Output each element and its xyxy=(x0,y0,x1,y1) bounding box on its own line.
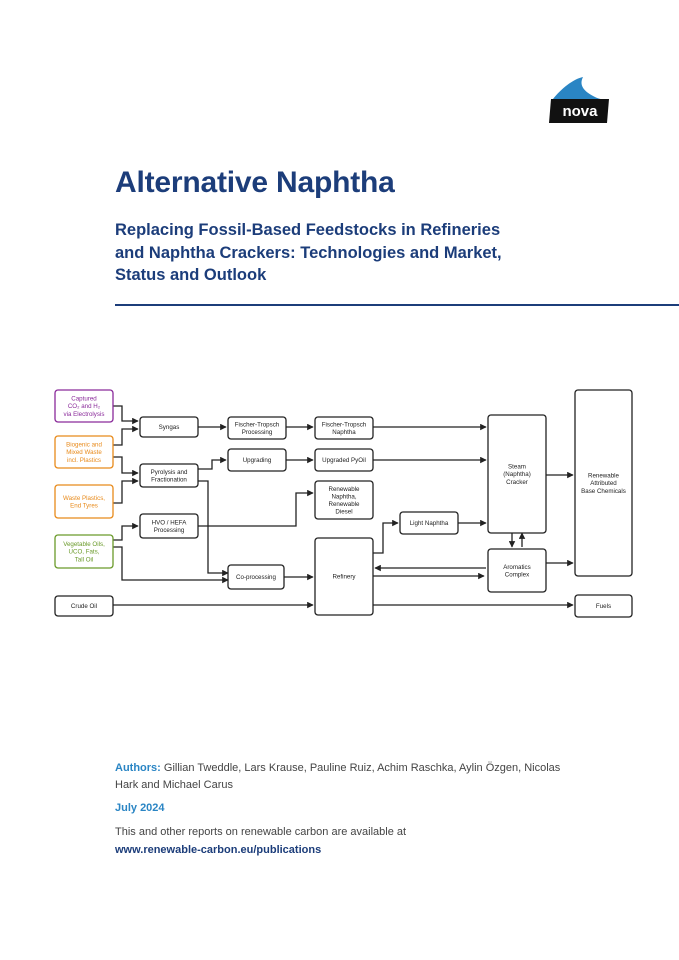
node-steam-cracker xyxy=(488,415,546,533)
node-steam-cracker-label: Cracker xyxy=(506,478,528,486)
input-biogenic-waste-label: Mixed Waste xyxy=(66,449,102,457)
input-captured-co2 xyxy=(55,390,113,422)
publications-link[interactable]: www.renewable-carbon.eu/publications xyxy=(115,844,322,856)
node-fuels-label: Fuels xyxy=(595,603,612,611)
node-refinery-label: Refinery xyxy=(332,573,356,581)
node-syngas xyxy=(140,417,198,437)
node-hvo-hefa-label: Processing xyxy=(153,527,185,534)
node-renewable-diesel-label: Diesel xyxy=(335,508,353,516)
input-waste-plastics xyxy=(55,485,113,518)
node-pyrolysis-label: Fractionation xyxy=(151,476,187,484)
process-flow-diagram xyxy=(50,385,640,625)
node-ft-processing xyxy=(228,417,286,439)
input-biogenic-waste xyxy=(55,436,113,468)
node-renewable-diesel xyxy=(315,481,373,519)
input-waste-plastics-label: End Tyres xyxy=(70,502,98,510)
input-captured-co2-label: via Electrolysis xyxy=(63,410,105,418)
page-title: Alternative Naphtha xyxy=(115,166,395,199)
node-hvo-hefa xyxy=(140,514,198,538)
node-syngas-label: Syngas xyxy=(158,424,180,432)
nova-logo xyxy=(549,75,611,125)
input-waste-plastics-label: Waste Plastics, xyxy=(62,494,106,502)
node-upgraded-pyoil-label: Upgraded PyOil xyxy=(322,457,366,465)
logo-text: nova xyxy=(562,103,598,120)
input-biogenic-waste-label: Biogenic and xyxy=(66,441,102,449)
publication-date: July 2024 xyxy=(115,802,165,814)
diagram-nodes xyxy=(55,390,632,617)
input-captured-co2-label: Captured xyxy=(71,395,97,403)
input-captured-co2-label: CO₂ and H₂ xyxy=(67,403,101,411)
node-ft-naphtha xyxy=(315,417,373,439)
node-pyrolysis-label: Pyrolysis and xyxy=(150,468,188,476)
node-ft-processing-label: Fischer-Tropsch xyxy=(234,421,280,429)
input-vegetable-oils xyxy=(55,535,113,568)
node-ft-processing-label: Processing xyxy=(241,429,273,436)
node-ft-naphtha-label: Fischer-Tropsch xyxy=(321,421,367,429)
title-divider xyxy=(115,304,679,306)
input-crude-oil-label: Crude Oil xyxy=(70,603,98,611)
node-pyrolysis xyxy=(140,464,198,487)
node-ft-naphtha-label: Naphtha xyxy=(332,429,356,436)
node-aromatics-complex-label: Aromatics xyxy=(503,563,531,571)
authors xyxy=(115,760,585,794)
input-biogenic-waste-label: incl. Plastics xyxy=(66,456,102,464)
node-base-chemicals xyxy=(575,390,632,576)
node-renewable-diesel-label: Renewable xyxy=(328,501,360,508)
subtitle-line: Status and Outlook xyxy=(115,266,267,284)
node-renewable-diesel-label: Naphtha, xyxy=(331,493,357,501)
availability-note: This and other reports on renewable carbon are available at xyxy=(115,826,407,838)
input-vegetable-oils-label: Vegetable Oils, xyxy=(63,541,105,549)
node-refinery xyxy=(315,538,373,615)
subtitle-line: Replacing Fossil-Based Feedstocks in Refineries xyxy=(115,221,501,239)
node-base-chemicals-label: Base Chemicals xyxy=(581,487,626,495)
node-hvo-hefa-label: HVO / HEFA xyxy=(151,519,187,527)
node-base-chemicals-label: Attributed xyxy=(590,480,617,488)
authors-label: Authors: xyxy=(115,762,161,774)
node-coprocessing xyxy=(228,565,284,589)
author-names: Gillian Tweddle, Lars Krause, Pauline Ruiz, Achim Raschka, Aylin Özgen, Nicolas Hark and Michael Carus xyxy=(115,762,561,791)
node-light-naphtha-label: Light Naphtha xyxy=(409,520,449,528)
node-light-naphtha xyxy=(400,512,458,534)
node-steam-cracker-label: Steam xyxy=(508,463,526,471)
page-subtitle xyxy=(115,219,585,287)
node-aromatics-complex-label: Complex xyxy=(504,571,530,579)
node-aromatics-complex xyxy=(488,549,546,592)
input-vegetable-oils-label: Tall Oil xyxy=(74,556,94,564)
node-upgraded-pyoil xyxy=(315,449,373,471)
subtitle-line: and Naphtha Crackers: Technologies and Market, xyxy=(115,243,502,262)
node-upgrading xyxy=(228,449,286,471)
logo-wave-shape xyxy=(553,77,607,100)
input-crude-oil xyxy=(55,596,113,616)
node-fuels xyxy=(575,595,632,617)
node-renewable-diesel-label: Renewable xyxy=(328,485,360,493)
node-steam-cracker-label: (Naphtha) xyxy=(503,471,531,479)
input-vegetable-oils-label: UCO, Fats, xyxy=(68,548,100,556)
node-upgrading-label: Upgrading xyxy=(242,457,272,465)
node-base-chemicals-label: Renewable xyxy=(588,472,619,480)
node-coprocessing-label: Co-processing xyxy=(236,574,276,582)
